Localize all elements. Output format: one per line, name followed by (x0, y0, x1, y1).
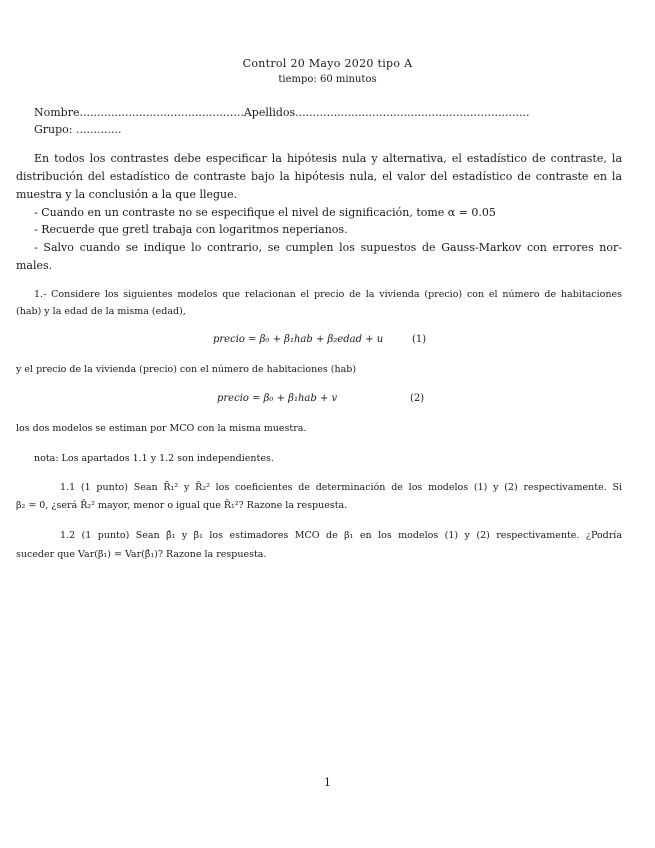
part-1-2-line-1: 1.2 (1 punto) Sean β̂₁ y β̃₁ los estimadores MCO de β₁ en los modelos (1) y (2) respectivamente. ¿Podría (60, 530, 622, 541)
instructions-line-3: muestra y la conclusión a la que llegue. (16, 188, 238, 201)
exam-title: Control 20 Mayo 2020 tipo A (242, 57, 413, 70)
name-surname-field: Nombre...............................................Apellidos................................................................... (34, 106, 530, 119)
exam-duration: tiempo: 60 minutos (278, 74, 377, 85)
question-1-note: nota: Los apartados 1.1 y 1.2 son independientes. (34, 453, 274, 464)
part-1-2-line-2: suceder que Var(β̃₁) = Var(β̂₁)? Razone la respuesta. (16, 549, 267, 560)
question-1-estimation-note: los dos modelos se estiman por MCO con la misma muestra. (16, 423, 307, 434)
instructions-line-2: distribución del estadístico de contraste bajo la hipótesis nula, el valor del estadístico de contraste en la (16, 170, 622, 183)
instructions-gauss-markov: - Salvo cuando se indique lo contrario, se cumplen los supuestos de Gauss-Markov con errores nor- (34, 241, 622, 254)
part-1-1-line-2: β₂ = 0, ¿será R̄₂² mayor, menor o igual que R̄₁²? Razone la respuesta. (16, 500, 348, 511)
instructions-alpha: - Cuando en un contraste no se especifique el nivel de significación, tome α = 0.05 (34, 206, 496, 219)
group-field: Grupo: ............. (34, 123, 122, 136)
equation-2-number: (2) (410, 393, 425, 404)
instructions-line-1: En todos los contrastes debe especificar la hipótesis nula y alternativa, el estadístico de contraste, la (34, 152, 622, 165)
question-1-intro-2: (hab) y la edad de la misma (edad), (16, 306, 186, 317)
equation-1: precio = β₀ + β₁hab + β₂edad + u (213, 334, 384, 345)
instructions-line-7: males. (16, 259, 53, 272)
part-1-1-line-1: 1.1 (1 punto) Sean R̄₁² y R̄₂² los coeficientes de determinación de los modelos (1) y (2) respectivamente. Si (60, 482, 622, 493)
question-1-intro: 1.- Considere los siguientes modelos que relacionan el precio de la vivienda (precio) con el número de habitaciones (34, 289, 622, 300)
question-1-model-2-text: y el precio de la vivienda (precio) con el número de habitaciones (hab) (16, 364, 357, 375)
page-number: 1 (324, 776, 331, 789)
instructions-gretl: - Recuerde que gretl trabaja con logaritmos neperianos. (34, 223, 348, 236)
equation-1-number: (1) (412, 334, 427, 345)
equation-2: precio = β₀ + β₁hab + v (217, 393, 338, 404)
